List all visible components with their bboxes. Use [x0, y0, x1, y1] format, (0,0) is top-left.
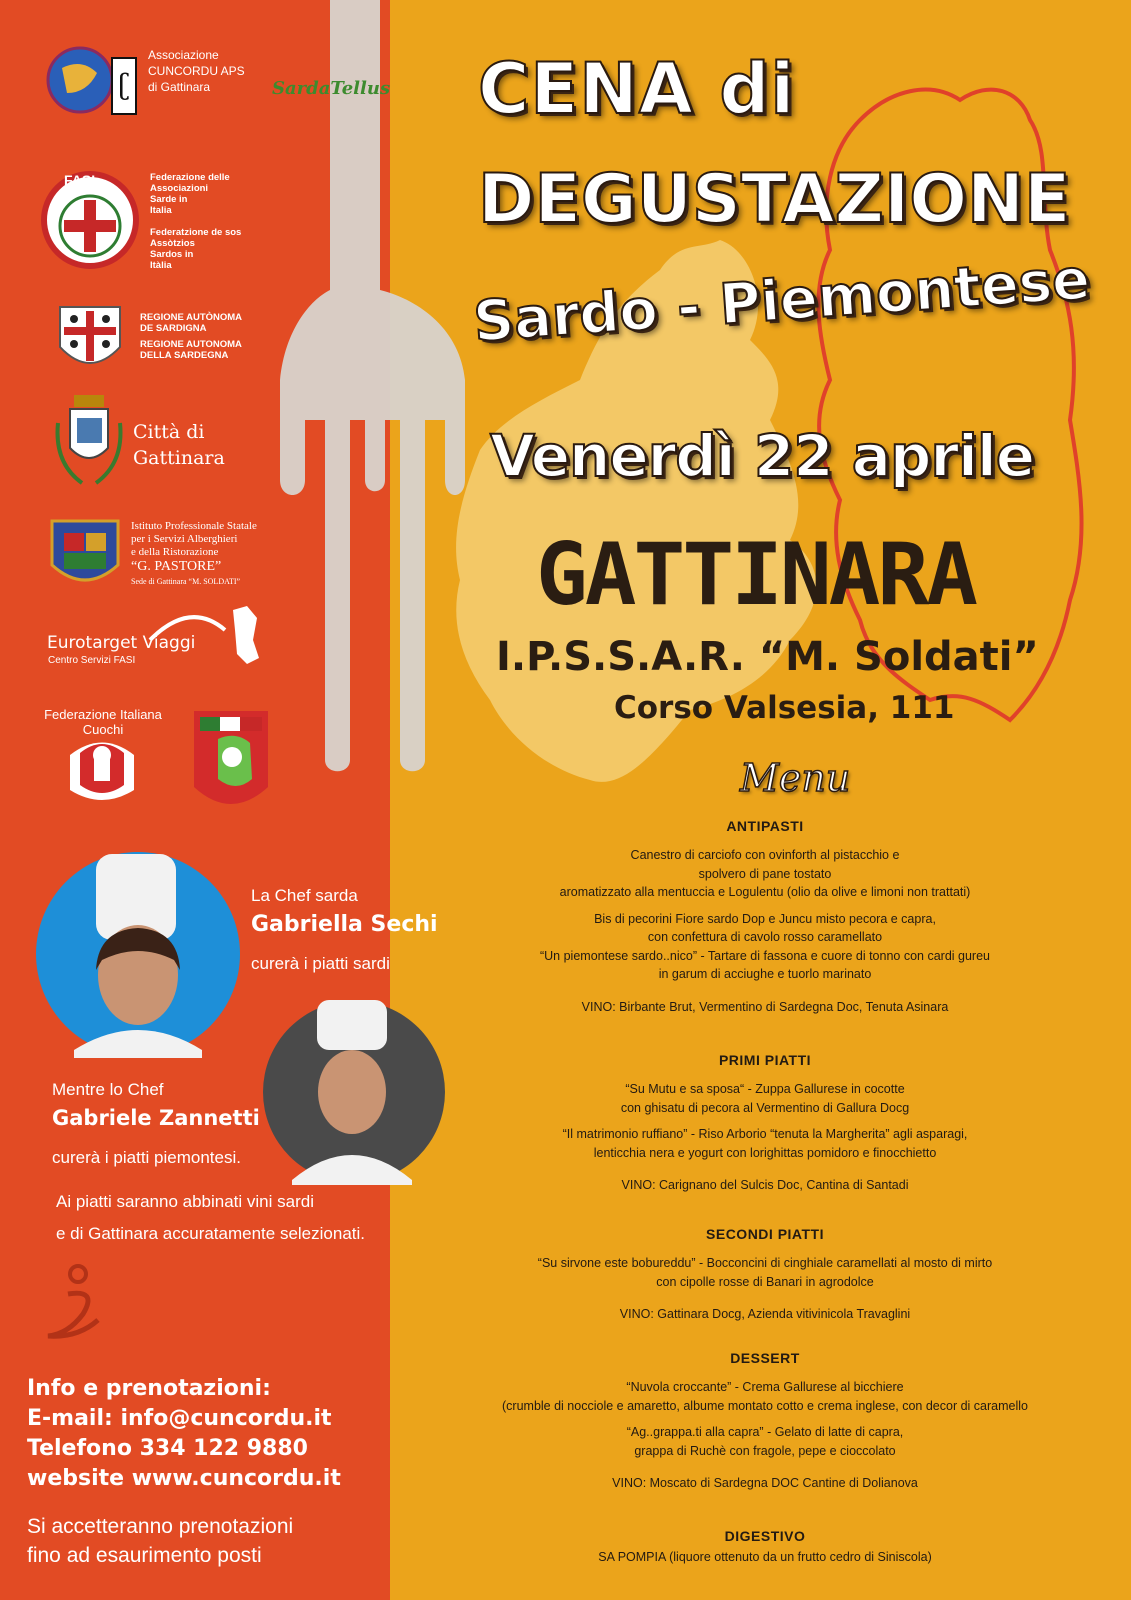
cuncordu-text: Associazione CUNCORDU APS di Gattinara	[148, 48, 245, 94]
menu-digestivo	[450, 1528, 1080, 1575]
istituto-pastore-crest	[44, 515, 126, 595]
antipasti-heading: ANTIPASTI	[726, 818, 804, 834]
digestivo-heading: DIGESTIVO	[724, 1528, 806, 1544]
regione-sardegna-crest	[50, 297, 130, 382]
chef2-name: Gabriele Zannetti	[52, 1106, 260, 1130]
title-line-3: Sardo - Piemontese	[471, 247, 1093, 355]
wines-note-line-1: Ai piatti saranno abbinati vini sardi	[56, 1192, 314, 1211]
secondi-item-1: “Su sirvone este bobureddu” - Bocconcini di cinghiale caramellati al mosto di mirto con cipolle rosse di Banari in agrodolce	[537, 1256, 993, 1289]
chef1-name: Gabriella Sechi	[251, 912, 438, 937]
menu-secondi	[450, 1226, 1080, 1333]
info-heading: Info e prenotazioni:	[27, 1376, 271, 1401]
fic-arc-text: Federazione Italiana Cuochi	[44, 707, 162, 737]
fasi-text-italian: Federazione delle Associazioni Sarde in Italia	[150, 172, 230, 216]
fasi-text-sardinian: Federatzione de sos Assòtzios Sardos in Itàlia	[150, 227, 242, 271]
info-note: Si accetteranno prenotazioni fino ad esaurimento posti	[27, 1515, 294, 1567]
primi-heading: PRIMI PIATTI	[718, 1052, 812, 1068]
chef-gabriella-photo	[34, 850, 242, 1058]
antipasto-item-1: Canestro di carciofo con ovinforth al pistacchio e spolvero di pane tostato aromatizzato alla mentuccia e Logulentu (olio da olive e limoni non trattati)	[559, 848, 971, 899]
eurotarget-subtitle: Centro Servizi FASI	[48, 655, 136, 666]
chef2-role: curerà i piatti piemontesi.	[52, 1148, 241, 1167]
regione-sardigna-text: REGIONE AUTÒNOMA DE SARDIGNA	[140, 312, 243, 334]
chef-gabriele-photo	[262, 1000, 447, 1185]
primi-wine: VINO: Carignano del Sulcis Doc, Cantina di Santadi	[621, 1178, 909, 1192]
cuncordu-globe-logo	[42, 38, 138, 122]
eurotarget-title: Eurotarget Viaggi	[47, 633, 196, 653]
istituto-pastore-text: Istituto Professionale Statale per i Servizi Alberghieri e della Ristorazione “G. PASTORE” Sede di Gattinara “M. SOLDATI”	[131, 520, 257, 586]
chef1-role: curerà i piatti sardi	[251, 954, 390, 973]
event-address: Corso Valsesia, 111	[614, 690, 955, 726]
info-website[interactable]: website www.cuncordu.it	[27, 1466, 341, 1491]
svg-text:ʗ: ʗ	[118, 68, 130, 101]
title-line-1: CENA di	[478, 48, 796, 130]
sardatellus-logo: SardaTellus	[272, 78, 391, 99]
menu-title: Menu	[740, 756, 851, 800]
event-venue: I.P.S.S.A.R. “M. Soldati”	[496, 634, 1039, 680]
info-icon	[28, 1264, 108, 1344]
antipasto-item-2: Bis di pecorini Fiore sardo Dop e Juncu misto pecora e capra, con confettura di cavolo rosso caramellato “Un piemontese sardo..nico” - Tartare di fassona e cuore di tonno con cardi gureu in garum di acciughe e tuorlo marinato	[539, 911, 991, 981]
regione-sardegna-text: REGIONE AUTONOMA DELLA SARDEGNA	[140, 339, 242, 361]
citta-gattinara-text: Città di Gattinara	[133, 421, 225, 469]
chef2-intro: Mentre lo Chef	[52, 1080, 164, 1099]
secondi-wine: VINO: Gattinara Docg, Azienda vitivinicola Travaglini	[619, 1307, 911, 1321]
title-line-2: DEGUSTAZIONE	[478, 160, 1071, 239]
dessert-wine: VINO: Moscato di Sardegna DOC Cantine di Dolianova	[612, 1476, 918, 1490]
primi-item-1: “Su Mutu e sa sposa“ - Zuppa Gallurese in cocotte con ghisatu di pecora al Vermentino di Gallura Docg	[620, 1082, 910, 1115]
chef1-intro: La Chef sarda	[251, 886, 358, 905]
menu-dessert	[450, 1350, 1080, 1502]
fork-graphic	[270, 0, 470, 780]
menu-primi	[450, 1052, 1080, 1204]
wines-note-line-2: e di Gattinara accuratamente selezionati.	[56, 1224, 366, 1243]
dessert-item-1: “Nuvola croccante” - Crema Gallurese al bicchiere (crumble di nocciole e amaretto, albume montato cotto e crema inglese, con decor di caramello	[502, 1380, 1028, 1413]
unione-cuochi-sardegna-badge	[192, 709, 270, 821]
event-date: Venerdì 22 aprile	[490, 422, 1035, 490]
info-email[interactable]: E-mail: info@cuncordu.it	[27, 1406, 332, 1431]
dessert-heading: DESSERT	[730, 1350, 800, 1366]
fasi-badge-label: FASI	[64, 172, 96, 188]
menu-antipasti	[450, 818, 1080, 1026]
event-city: GATTINARA	[536, 525, 975, 625]
secondi-heading: SECONDI PIATTI	[706, 1226, 824, 1242]
info-phone[interactable]: Telefono 334 122 9880	[27, 1436, 308, 1461]
citta-gattinara-crest	[52, 393, 127, 493]
dessert-item-2: “Ag..grappa.ti alla capra” - Gelato di latte di capra, grappa di Ruchè con fragole, pepe e cioccolato	[626, 1425, 904, 1458]
antipasti-wine: VINO: Birbante Brut, Vermentino di Sardegna Doc, Tenuta Asinara	[581, 999, 949, 1014]
primi-item-2: “Il matrimonio ruffiano” - Riso Arborio “tenuta la Margherita” agli asparagi, lenticchia nera e yogurt con lorighittas pomidoro e finocchietto	[562, 1127, 968, 1160]
digestivo-item: SA POMPIA (liquore ottenuto da un frutto cedro di Siniscola)	[598, 1550, 932, 1564]
